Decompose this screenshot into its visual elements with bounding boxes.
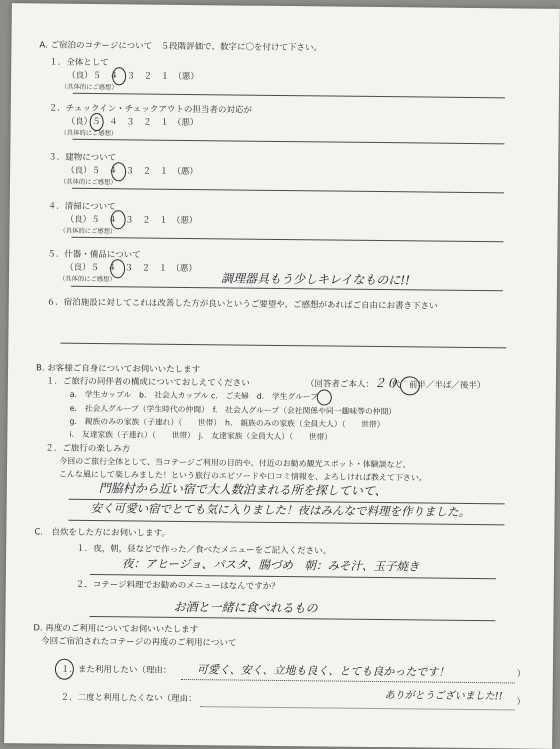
- item-5-label: ５．什器・備品について: [47, 249, 141, 261]
- item-3-scale: （良）５ ４ ３ ２ １ （悪）: [66, 165, 198, 178]
- d-option-1-answer: 可愛く、安く、立地も良く、とても良かったです！: [196, 663, 450, 679]
- item-6-answer-line: [60, 343, 506, 349]
- item-5-detail-label: （具体的にご感想）: [58, 275, 116, 284]
- rating-circle-mark: [112, 67, 126, 85]
- respondent-label: （回答者ご本人：: [305, 379, 374, 390]
- rating-circle-mark: [111, 210, 126, 229]
- item-4-label: ４．清掃について: [47, 201, 116, 213]
- item-4-answer-line: [71, 237, 503, 243]
- item-2-label: ２．チェックイン・チェックアウトの担当者の対応が: [48, 103, 252, 116]
- b-option-i: i. 友達家族（子連れ）（ 世帯） j. 友達家族（全員大人）（ 世帯）: [69, 429, 333, 442]
- item-5-scale: （良）５ ４ ３ ２ １ （悪）: [65, 262, 197, 275]
- item-1-answer-line: [73, 93, 505, 99]
- item-4-detail-label: （具体的にご感想）: [59, 227, 117, 236]
- respondent-age: ２０: [373, 375, 399, 391]
- section-a-heading: A. ご宿泊のコテージについて ５段階評価で、数字に〇を付けて下さい。: [39, 40, 323, 54]
- b-q1-label: １．ご旅行の同伴者の構成についておしえてください: [45, 376, 250, 389]
- d-option-1-answer-line: [181, 679, 515, 683]
- d-option-1-label: １．また利用したい（理由：: [60, 664, 172, 676]
- d-option-2-answer-line: [201, 706, 515, 710]
- b-option-g: g. 親族のみの家族（子連れ）（ 世帯） h. 親族のみの家族（全員大人）（ 世帯）: [69, 416, 385, 430]
- thanks-note: ありがとうございました!!: [384, 690, 503, 703]
- c-q2-answer-line: [89, 616, 495, 621]
- b-q2-label: ２．ご旅行の楽しみ方: [45, 443, 131, 455]
- b-q2-answer-line-2: [68, 520, 504, 526]
- rating-circle-mark: [90, 113, 104, 131]
- item-3-label: ３．建物について: [48, 152, 117, 164]
- rating-circle-mark: [110, 259, 125, 278]
- c-q2-label: ２．コテージ料理でお勧めのメニューはなんですか？: [75, 579, 280, 592]
- b-q2-text-1: 今回のご旅行全体として、当コテージご利用の目的や、付近のお勧め観光スポット・体験談など、: [59, 456, 411, 470]
- rating-circle-mark: [111, 162, 126, 181]
- b-q2-answer-1: 門脇村から近い宿で大人数泊まれる所を探していて、: [98, 481, 387, 499]
- item-1-scale: （良）５ ４ ３ ２ １ （悪）: [67, 70, 199, 83]
- age-bracket-circle-mark: [400, 376, 420, 395]
- option-1-circle-mark: [55, 659, 74, 680]
- respondent-suffix: 代 前半／半ば／後半）: [391, 380, 486, 392]
- section-c-heading: C. 自炊をした方にお伺いします。: [34, 527, 170, 539]
- d-option-2-label: ２．二度と利用したくない（理由：: [60, 692, 197, 705]
- item-5-answer-line: [71, 286, 503, 292]
- c-q2-answer: お酒と一緒に食べれるもの: [173, 599, 318, 616]
- item-3-detail-label: （具体的にご感想）: [59, 178, 117, 187]
- item-2-scale: （良）５ ４ ３ ２ １ （悪）: [66, 116, 199, 129]
- c-q1-answer: 夜：アヒージョ、パスタ、腸づめ 朝：みそ汁、玉子焼き: [121, 556, 420, 574]
- item-3-answer-line: [72, 188, 504, 194]
- item-1-detail-label: （具体的にご感想）: [60, 83, 118, 92]
- item-2-detail-label: （具体的にご感想）: [60, 129, 118, 138]
- b-option-e: e. 社会人グループ（学生時代の仲間） f. 社会人グループ（会社関係や同一趣味等の仲間）: [69, 403, 397, 417]
- section-b-heading: B. お客様ご自身についてお伺いいたします: [36, 363, 201, 376]
- item-1-label: １．全体として: [49, 57, 109, 69]
- item-2-answer-line: [72, 139, 504, 145]
- d-option-1-close: ）: [516, 669, 526, 680]
- item-6-label: ６．宿泊施設に対してこれは改善した方が良いというご要望や、ご感想があればご自由にお書き下さい: [46, 297, 438, 312]
- section-d-heading: D. 再度のご利用についてお伺いいたします: [33, 623, 199, 636]
- questionnaire-sheet: [4, 3, 560, 749]
- item-4-scale: （良）５ ４ ３ ２ １ （悪）: [65, 214, 198, 227]
- c-q1-label: １．夜，朝，昼などで作った／食べたメニューをご記入ください。: [76, 543, 332, 557]
- b-q2-text-2: こんな風にして楽しみました！という旅行のエピソードや口コミ情報を、よろしければ教えて下さい。: [58, 469, 427, 483]
- option-d-circle-mark: [317, 389, 332, 405]
- item-5-comment: 調理器具もう少しキレイなものに!!: [220, 271, 411, 288]
- d-option-2-close: ）: [516, 697, 526, 708]
- d-intro: 今回ご宿泊されたコテージの再度のご利用について: [41, 636, 237, 649]
- c-q1-answer-line: [90, 574, 496, 579]
- b-option-a: a. 学生カップル b. 社会人カップル c. ご夫婦 d. 学生グループ: [69, 389, 319, 402]
- b-q2-answer-2: 安く可愛い宿でとても気に入りました！夜はみんなで料理を作りました。: [90, 501, 471, 519]
